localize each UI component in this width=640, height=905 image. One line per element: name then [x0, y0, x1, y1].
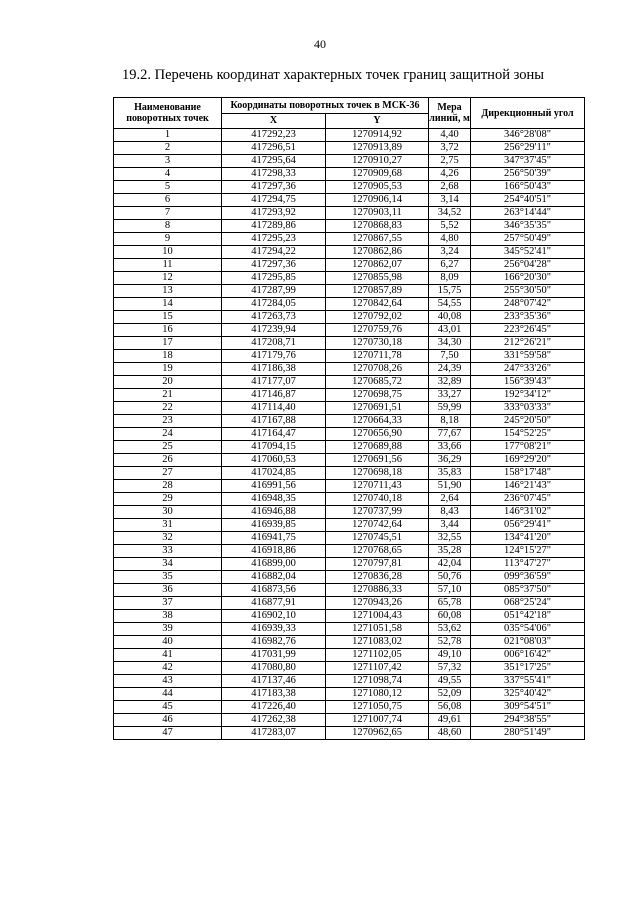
table-row — [114, 714, 585, 727]
point-number-cell: 7 — [114, 207, 222, 220]
y-cell: 1270797,81 — [326, 558, 429, 571]
table-row — [114, 454, 585, 467]
length-cell: 49,10 — [429, 649, 471, 662]
angle-cell: 068°25'24" — [471, 597, 585, 610]
point-number-cell: 21 — [114, 389, 222, 402]
header-y: Y — [326, 113, 429, 129]
x-cell: 417179,76 — [222, 350, 326, 363]
length-cell: 35,83 — [429, 467, 471, 480]
length-cell: 8,43 — [429, 506, 471, 519]
angle-cell: 169°29'20" — [471, 454, 585, 467]
x-cell: 417295,64 — [222, 155, 326, 168]
length-cell: 8,09 — [429, 272, 471, 285]
angle-cell: 257°50'49" — [471, 233, 585, 246]
point-number-cell: 38 — [114, 610, 222, 623]
table-row — [114, 207, 585, 220]
point-number-cell: 2 — [114, 142, 222, 155]
point-number-cell: 40 — [114, 636, 222, 649]
angle-cell: 192°34'12" — [471, 389, 585, 402]
y-cell: 1270745,51 — [326, 532, 429, 545]
angle-cell: 212°26'21" — [471, 337, 585, 350]
x-cell: 416991,56 — [222, 480, 326, 493]
table-row — [114, 181, 585, 194]
angle-cell: 006°16'42" — [471, 649, 585, 662]
length-cell: 48,60 — [429, 727, 471, 740]
angle-cell: 254°40'51" — [471, 194, 585, 207]
table-row — [114, 233, 585, 246]
angle-cell: 331°59'58" — [471, 350, 585, 363]
table-row — [114, 298, 585, 311]
point-number-cell: 34 — [114, 558, 222, 571]
angle-cell: 166°50'43" — [471, 181, 585, 194]
angle-cell: 233°35'36" — [471, 311, 585, 324]
table-row — [114, 571, 585, 584]
y-cell: 1271098,74 — [326, 675, 429, 688]
angle-cell: 156°39'43" — [471, 376, 585, 389]
point-number-cell: 17 — [114, 337, 222, 350]
point-number-cell: 19 — [114, 363, 222, 376]
header-direction-angle: Дирекционный угол — [471, 98, 585, 129]
y-cell: 1270708,26 — [326, 363, 429, 376]
point-number-cell: 41 — [114, 649, 222, 662]
x-cell: 416948,35 — [222, 493, 326, 506]
x-cell: 417164,47 — [222, 428, 326, 441]
y-cell: 1270698,18 — [326, 467, 429, 480]
point-number-cell: 6 — [114, 194, 222, 207]
length-cell: 15,75 — [429, 285, 471, 298]
length-cell: 2,64 — [429, 493, 471, 506]
angle-cell: 333°03'33" — [471, 402, 585, 415]
y-cell: 1270909,68 — [326, 168, 429, 181]
angle-cell: 124°15'27" — [471, 545, 585, 558]
x-cell: 417297,36 — [222, 259, 326, 272]
coordinates-table — [113, 97, 585, 740]
angle-cell: 256°29'11" — [471, 142, 585, 155]
y-cell: 1271004,43 — [326, 610, 429, 623]
table-row — [114, 675, 585, 688]
angle-cell: 245°20'50" — [471, 415, 585, 428]
x-cell: 417295,23 — [222, 233, 326, 246]
length-cell: 34,30 — [429, 337, 471, 350]
y-cell: 1270740,18 — [326, 493, 429, 506]
point-number-cell: 30 — [114, 506, 222, 519]
y-cell: 1270742,64 — [326, 519, 429, 532]
point-number-cell: 33 — [114, 545, 222, 558]
table-row — [114, 584, 585, 597]
x-cell: 417296,51 — [222, 142, 326, 155]
angle-cell: 255°30'50" — [471, 285, 585, 298]
table-row — [114, 415, 585, 428]
table-row — [114, 480, 585, 493]
angle-cell: 351°17'25" — [471, 662, 585, 675]
x-cell: 416982,76 — [222, 636, 326, 649]
y-cell: 1270914,92 — [326, 129, 429, 142]
table-row — [114, 350, 585, 363]
length-cell: 33,66 — [429, 441, 471, 454]
header-coordinates: Координаты поворотных точек в МСК-36 — [222, 98, 429, 114]
y-cell: 1271051,58 — [326, 623, 429, 636]
point-number-cell: 42 — [114, 662, 222, 675]
x-cell: 417263,73 — [222, 311, 326, 324]
table-row — [114, 623, 585, 636]
length-cell: 53,62 — [429, 623, 471, 636]
table-row — [114, 194, 585, 207]
length-cell: 52,78 — [429, 636, 471, 649]
x-cell: 416882,04 — [222, 571, 326, 584]
length-cell: 3,24 — [429, 246, 471, 259]
x-cell: 417114,40 — [222, 402, 326, 415]
point-number-cell: 37 — [114, 597, 222, 610]
y-cell: 1270689,88 — [326, 441, 429, 454]
length-cell: 4,40 — [429, 129, 471, 142]
y-cell: 1270910,27 — [326, 155, 429, 168]
x-cell: 417186,38 — [222, 363, 326, 376]
point-number-cell: 22 — [114, 402, 222, 415]
x-cell: 417293,92 — [222, 207, 326, 220]
table-row — [114, 324, 585, 337]
x-cell: 416939,85 — [222, 519, 326, 532]
angle-cell: 113°47'27" — [471, 558, 585, 571]
table-row — [114, 727, 585, 740]
point-number-cell: 31 — [114, 519, 222, 532]
x-cell: 417208,71 — [222, 337, 326, 350]
point-number-cell: 20 — [114, 376, 222, 389]
y-cell: 1270711,43 — [326, 480, 429, 493]
length-cell: 5,52 — [429, 220, 471, 233]
length-cell: 57,32 — [429, 662, 471, 675]
angle-cell: 256°04'28" — [471, 259, 585, 272]
y-cell: 1271083,02 — [326, 636, 429, 649]
point-number-cell: 10 — [114, 246, 222, 259]
header-point-name: Наименование поворотных точек — [114, 98, 222, 129]
length-cell: 7,50 — [429, 350, 471, 363]
x-cell: 416939,33 — [222, 623, 326, 636]
x-cell: 417284,05 — [222, 298, 326, 311]
length-cell: 50,76 — [429, 571, 471, 584]
x-cell: 417294,22 — [222, 246, 326, 259]
y-cell: 1271007,74 — [326, 714, 429, 727]
length-cell: 51,90 — [429, 480, 471, 493]
point-number-cell: 18 — [114, 350, 222, 363]
table-row — [114, 142, 585, 155]
angle-cell: 177°08'21" — [471, 441, 585, 454]
y-cell: 1270868,83 — [326, 220, 429, 233]
angle-cell: 146°31'02" — [471, 506, 585, 519]
length-cell: 35,28 — [429, 545, 471, 558]
length-cell: 6,27 — [429, 259, 471, 272]
angle-cell: 263°14'44" — [471, 207, 585, 220]
y-cell: 1270857,89 — [326, 285, 429, 298]
table-row — [114, 610, 585, 623]
length-cell: 52,09 — [429, 688, 471, 701]
y-cell: 1270836,28 — [326, 571, 429, 584]
x-cell: 416946,88 — [222, 506, 326, 519]
angle-cell: 154°52'25" — [471, 428, 585, 441]
point-number-cell: 16 — [114, 324, 222, 337]
angle-cell: 347°37'45" — [471, 155, 585, 168]
table-row — [114, 519, 585, 532]
length-cell: 4,26 — [429, 168, 471, 181]
angle-cell: 337°55'41" — [471, 675, 585, 688]
table-row — [114, 636, 585, 649]
table-row — [114, 597, 585, 610]
point-number-cell: 39 — [114, 623, 222, 636]
point-number-cell: 27 — [114, 467, 222, 480]
y-cell: 1270691,56 — [326, 454, 429, 467]
header-line-length: Мера линий, м — [429, 98, 471, 129]
angle-cell: 346°28'08" — [471, 129, 585, 142]
angle-cell: 158°17'48" — [471, 467, 585, 480]
point-number-cell: 47 — [114, 727, 222, 740]
length-cell: 65,78 — [429, 597, 471, 610]
x-cell: 416902,10 — [222, 610, 326, 623]
x-cell: 417287,99 — [222, 285, 326, 298]
point-number-cell: 8 — [114, 220, 222, 233]
point-number-cell: 44 — [114, 688, 222, 701]
length-cell: 49,61 — [429, 714, 471, 727]
table-row — [114, 129, 585, 142]
length-cell: 2,68 — [429, 181, 471, 194]
table-row — [114, 493, 585, 506]
point-number-cell: 29 — [114, 493, 222, 506]
x-cell: 417289,86 — [222, 220, 326, 233]
y-cell: 1270711,78 — [326, 350, 429, 363]
point-number-cell: 46 — [114, 714, 222, 727]
table-row — [114, 259, 585, 272]
y-cell: 1270862,86 — [326, 246, 429, 259]
point-number-cell: 26 — [114, 454, 222, 467]
angle-cell: 146°21'43" — [471, 480, 585, 493]
point-number-cell: 32 — [114, 532, 222, 545]
table-row — [114, 285, 585, 298]
x-cell: 417262,38 — [222, 714, 326, 727]
point-number-cell: 5 — [114, 181, 222, 194]
table-row — [114, 376, 585, 389]
angle-cell: 166°20'30" — [471, 272, 585, 285]
angle-cell: 325°40'42" — [471, 688, 585, 701]
y-cell: 1270698,75 — [326, 389, 429, 402]
length-cell: 60,08 — [429, 610, 471, 623]
section-title: 19.2. Перечень координат характерных точек границ защитной зоны — [122, 67, 544, 83]
y-cell: 1270792,02 — [326, 311, 429, 324]
length-cell: 59,99 — [429, 402, 471, 415]
x-cell: 417146,87 — [222, 389, 326, 402]
length-cell: 32,89 — [429, 376, 471, 389]
x-cell: 417094,15 — [222, 441, 326, 454]
point-number-cell: 43 — [114, 675, 222, 688]
table-row — [114, 272, 585, 285]
x-cell: 416877,91 — [222, 597, 326, 610]
y-cell: 1270913,89 — [326, 142, 429, 155]
length-cell: 57,10 — [429, 584, 471, 597]
length-cell: 4,80 — [429, 233, 471, 246]
length-cell: 34,52 — [429, 207, 471, 220]
table-row — [114, 506, 585, 519]
y-cell: 1271050,75 — [326, 701, 429, 714]
y-cell: 1270862,07 — [326, 259, 429, 272]
x-cell: 417298,33 — [222, 168, 326, 181]
x-cell: 417137,46 — [222, 675, 326, 688]
table-row — [114, 389, 585, 402]
y-cell: 1270886,33 — [326, 584, 429, 597]
point-number-cell: 14 — [114, 298, 222, 311]
x-cell: 416899,00 — [222, 558, 326, 571]
y-cell: 1270855,98 — [326, 272, 429, 285]
length-cell: 49,55 — [429, 675, 471, 688]
y-cell: 1271107,42 — [326, 662, 429, 675]
y-cell: 1270685,72 — [326, 376, 429, 389]
length-cell: 43,01 — [429, 324, 471, 337]
table-row — [114, 311, 585, 324]
length-cell: 40,08 — [429, 311, 471, 324]
length-cell: 3,72 — [429, 142, 471, 155]
angle-cell: 035°54'06" — [471, 623, 585, 636]
y-cell: 1270656,90 — [326, 428, 429, 441]
table-row — [114, 402, 585, 415]
x-cell: 417283,07 — [222, 727, 326, 740]
point-number-cell: 28 — [114, 480, 222, 493]
x-cell: 417294,75 — [222, 194, 326, 207]
y-cell: 1270903,11 — [326, 207, 429, 220]
table-row — [114, 545, 585, 558]
table-row — [114, 428, 585, 441]
length-cell: 77,67 — [429, 428, 471, 441]
point-number-cell: 25 — [114, 441, 222, 454]
y-cell: 1270737,99 — [326, 506, 429, 519]
table-row — [114, 688, 585, 701]
length-cell: 56,08 — [429, 701, 471, 714]
y-cell: 1270943,26 — [326, 597, 429, 610]
length-cell: 54,55 — [429, 298, 471, 311]
y-cell: 1270906,14 — [326, 194, 429, 207]
page-number: 40 — [314, 37, 326, 51]
angle-cell: 021°08'03" — [471, 636, 585, 649]
table-row — [114, 363, 585, 376]
table-row — [114, 246, 585, 259]
y-cell: 1270691,51 — [326, 402, 429, 415]
angle-cell: 345°52'41" — [471, 246, 585, 259]
table-row — [114, 155, 585, 168]
point-number-cell: 36 — [114, 584, 222, 597]
x-cell: 416941,75 — [222, 532, 326, 545]
y-cell: 1270730,18 — [326, 337, 429, 350]
angle-cell: 223°26'45" — [471, 324, 585, 337]
length-cell: 33,27 — [429, 389, 471, 402]
angle-cell: 248°07'42" — [471, 298, 585, 311]
x-cell: 417295,85 — [222, 272, 326, 285]
x-cell: 417024,85 — [222, 467, 326, 480]
angle-cell: 085°37'50" — [471, 584, 585, 597]
table-row — [114, 701, 585, 714]
table-row — [114, 532, 585, 545]
table-row — [114, 168, 585, 181]
length-cell: 36,29 — [429, 454, 471, 467]
length-cell: 2,75 — [429, 155, 471, 168]
x-cell: 417167,88 — [222, 415, 326, 428]
length-cell: 42,04 — [429, 558, 471, 571]
length-cell: 3,44 — [429, 519, 471, 532]
point-number-cell: 12 — [114, 272, 222, 285]
point-number-cell: 23 — [114, 415, 222, 428]
y-cell: 1270768,65 — [326, 545, 429, 558]
x-cell: 417031,99 — [222, 649, 326, 662]
table-row — [114, 649, 585, 662]
y-cell: 1270664,33 — [326, 415, 429, 428]
length-cell: 3,14 — [429, 194, 471, 207]
point-number-cell: 11 — [114, 259, 222, 272]
length-cell: 8,18 — [429, 415, 471, 428]
table-row — [114, 337, 585, 350]
angle-cell: 099°36'59" — [471, 571, 585, 584]
table-row — [114, 220, 585, 233]
x-cell: 417226,40 — [222, 701, 326, 714]
angle-cell: 051°42'18" — [471, 610, 585, 623]
x-cell: 416918,86 — [222, 545, 326, 558]
y-cell: 1270905,53 — [326, 181, 429, 194]
point-number-cell: 15 — [114, 311, 222, 324]
x-cell: 417297,36 — [222, 181, 326, 194]
point-number-cell: 9 — [114, 233, 222, 246]
point-number-cell: 24 — [114, 428, 222, 441]
y-cell: 1271102,05 — [326, 649, 429, 662]
angle-cell: 247°33'26" — [471, 363, 585, 376]
point-number-cell: 3 — [114, 155, 222, 168]
length-cell: 32,55 — [429, 532, 471, 545]
angle-cell: 294°38'55" — [471, 714, 585, 727]
y-cell: 1270759,76 — [326, 324, 429, 337]
y-cell: 1270842,64 — [326, 298, 429, 311]
table-row — [114, 662, 585, 675]
point-number-cell: 13 — [114, 285, 222, 298]
length-cell: 24,39 — [429, 363, 471, 376]
x-cell: 417239,94 — [222, 324, 326, 337]
point-number-cell: 1 — [114, 129, 222, 142]
table-row — [114, 467, 585, 480]
angle-cell: 256°50'39" — [471, 168, 585, 181]
x-cell: 417183,38 — [222, 688, 326, 701]
angle-cell: 280°51'49" — [471, 727, 585, 740]
angle-cell: 056°29'41" — [471, 519, 585, 532]
table-body — [114, 129, 585, 740]
x-cell: 417177,07 — [222, 376, 326, 389]
header-x: X — [222, 113, 326, 129]
angle-cell: 346°35'35" — [471, 220, 585, 233]
x-cell: 417060,53 — [222, 454, 326, 467]
angle-cell: 309°54'51" — [471, 701, 585, 714]
table-row — [114, 558, 585, 571]
x-cell: 417292,23 — [222, 129, 326, 142]
x-cell: 417080,80 — [222, 662, 326, 675]
table-row — [114, 441, 585, 454]
angle-cell: 236°07'45" — [471, 493, 585, 506]
angle-cell: 134°41'20" — [471, 532, 585, 545]
y-cell: 1270962,65 — [326, 727, 429, 740]
x-cell: 416873,56 — [222, 584, 326, 597]
y-cell: 1271080,12 — [326, 688, 429, 701]
point-number-cell: 45 — [114, 701, 222, 714]
y-cell: 1270867,55 — [326, 233, 429, 246]
point-number-cell: 35 — [114, 571, 222, 584]
point-number-cell: 4 — [114, 168, 222, 181]
